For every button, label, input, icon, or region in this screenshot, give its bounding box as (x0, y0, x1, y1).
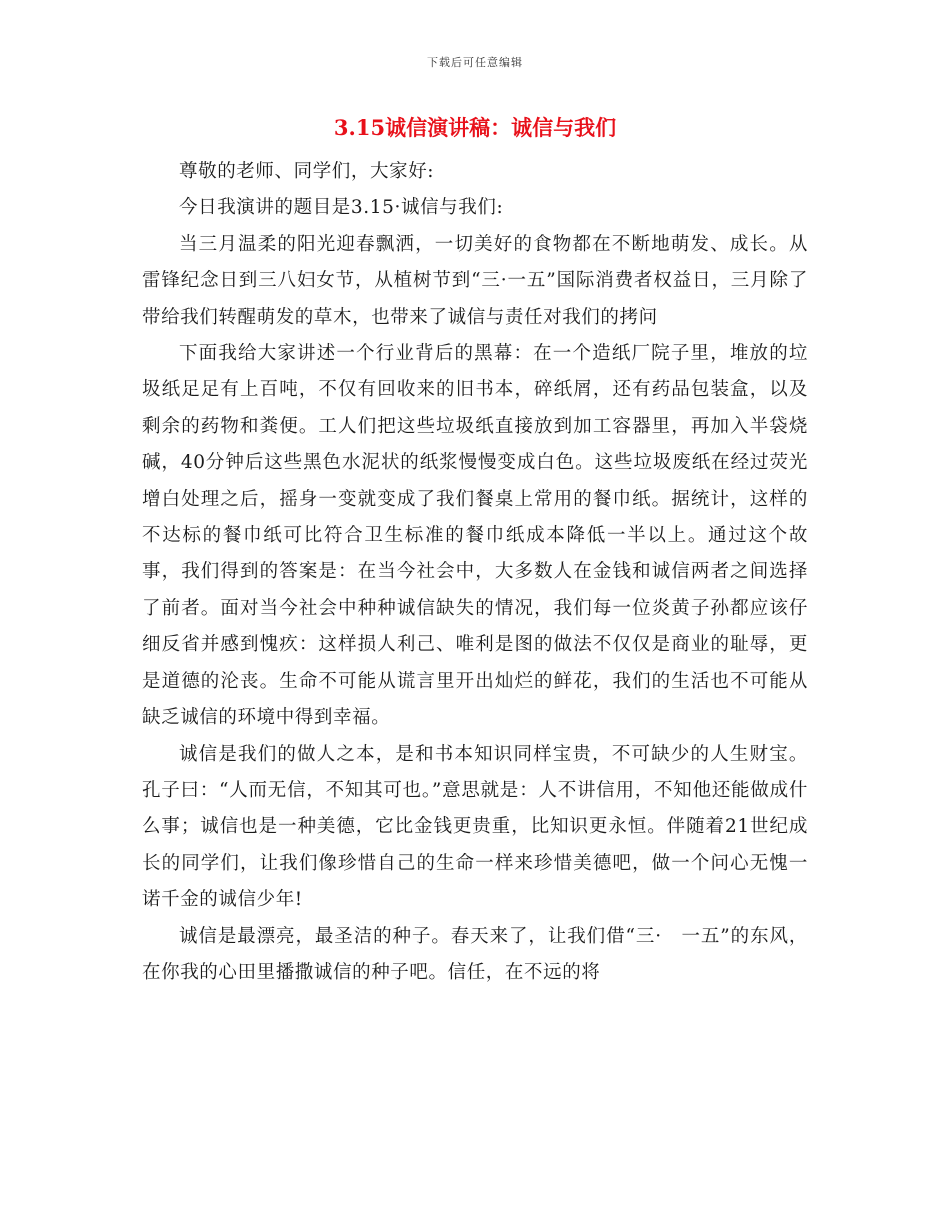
paragraph-integrity-foundation: 诚信是我们的做人之本，是和书本知识同样宝贵，不可缺少的人生财宝。孔子曰：“人而无信，不知其可也。”意思就是：人不讲信用，不知他还能做成什么事；诚信也是一种美德，它比金钱更贵重，比知识更永恒。伴随着21世纪成长的同学们，让我们像珍惜自己的生命一样来珍惜美德吧，做一个问心无愧一诺千金的诚信少年! (142, 743, 808, 911)
paragraph-march: 当三月温柔的阳光迎春飘洒，一切美好的食物都在不断地萌发、成长。从雷锋纪念日到三八妇女节，从植树节到“三·一五”国际消费者权益日，三月除了带给我们转醒萌发的草木，也带来了诚信与责任对我们的拷问 (142, 233, 808, 328)
paragraph-paper-factory: 下面我给大家讲述一个行业背后的黑幕：在一个造纸厂院子里，堆放的垃圾纸足足有上百吨，不仅有回收来的旧书本，碎纸屑，还有药品包装盒，以及剩余的药物和粪便。工人们把这些垃圾纸直接放到加工容器里，再加入半袋烧碱，40分钟后这些黑色水泥状的纸浆慢慢变成白色。这些垃圾废纸在经过荧光增白处理之后，摇身一变就变成了我们餐桌上常用的餐巾纸。据统计，这样的不达标的餐巾纸可比符合卫生标准的餐巾纸成本降低一半以上。通过这个故事，我们得到的答案是：在当今社会中，大多数人在金钱和诚信两者之间选择了前者。面对当今社会中种种诚信缺失的情况，我们每一位炎黄子孙都应该仔细反省并感到愧疚：这样损人利己、唯利是图的做法不仅仅是商业的耻辱，更是道德的沦丧。生命不可能从谎言里开出灿烂的鲜花，我们的生活也不可能从缺乏诚信的环境中得到幸福。 (142, 343, 808, 729)
paragraph-greeting: 尊敬的老师、同学们，大家好: (179, 161, 435, 182)
document-title: 3.15诚信演讲稿：诚信与我们 (333, 115, 617, 140)
paragraph-integrity-seed: 诚信是最漂亮，最圣洁的种子。春天来了，让我们借“三· 一五”的东风，在你我的心田里播撒诚信的种子吧。信任，在不远的将 (142, 925, 808, 983)
paragraph-topic: 今日我演讲的题目是3.15·诚信与我们: (179, 197, 504, 219)
document-body (142, 154, 808, 991)
page-header-note: 下载后可任意编辑 (427, 56, 523, 69)
